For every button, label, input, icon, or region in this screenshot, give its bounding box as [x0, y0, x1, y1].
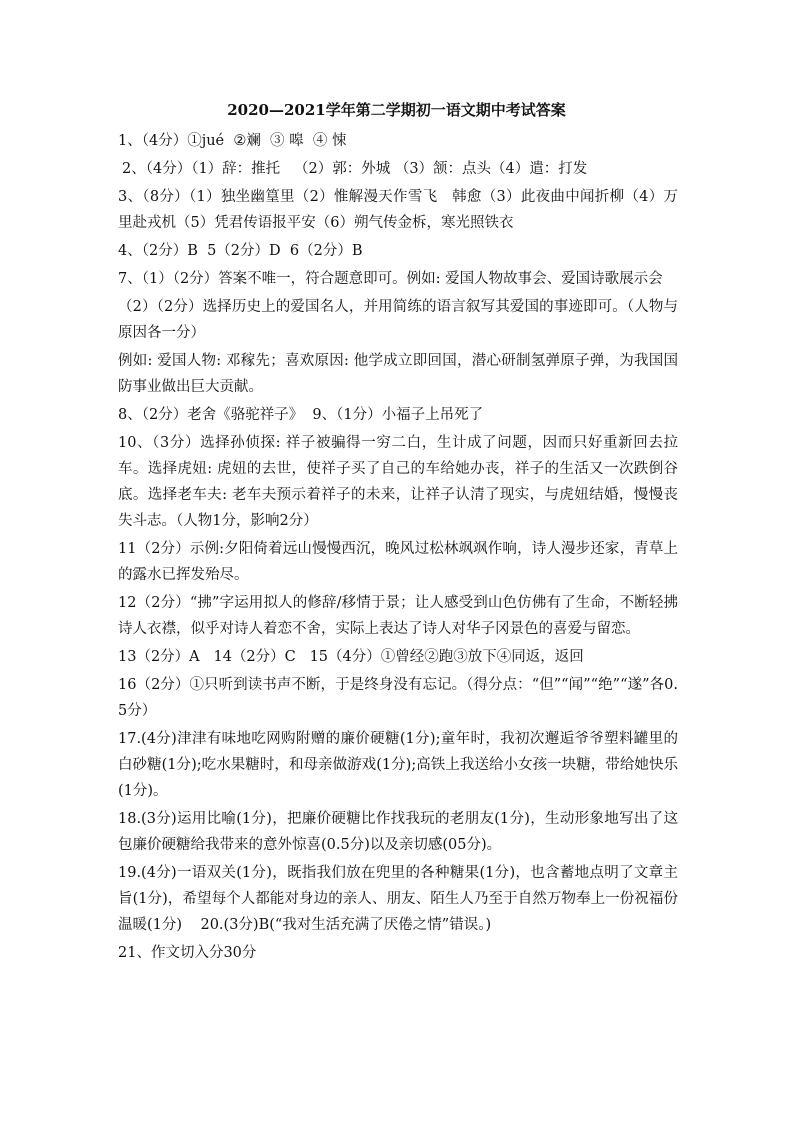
- answer-item: 12（2分）“拂”字运用拟人的修辞/移情于景；让人感受到山色仿佛有了生命，不断轻拂诗人衣襟，似乎对诗人着恋不舍，实际上表达了诗人对华子冈景色的喜爱与留恋。: [118, 595, 678, 637]
- answer-item: 10、（3分）选择孙侦探: 祥子被骗得一穷二白，生计成了问题，因而只好重新回去拉车。选择虎妞: 虎妞的去世，使祥子买了自己的车给她办丧，祥子的生活又一次跌倒谷底。选择老车夫: 老车夫预示着祥子的未来，让祥子认清了现实，与虎妞结婚，慢慢丧失斗志。（人物1分，影响2分）: [118, 435, 678, 529]
- answer-item: 4、（2分）B 5（2分）D 6（2分）B: [118, 243, 363, 259]
- answer-item: 1、（4分）①jué ②斓 ③ 嗥 ④ 悚: [118, 133, 347, 149]
- answer-item: 13（2分）A 14（2分）C 15（4分）①曾经②跑③放下④同返，返回: [118, 649, 584, 665]
- answer-item: 2、（4分）（1）辞：推托 （2）郭：外城 （3）颔：点头（4）遣：打发: [122, 161, 588, 177]
- answer-item: 16（2分）①只听到读书声不断，于是终身没有忘记。（得分点：“但”“闻”“绝”“遂”各0.5分）: [118, 677, 678, 719]
- answer-item: 18.(3分)运用比喻(1分)，把廉价硬糖比作找我玩的老朋友(1分)，生动形象地写出了这包廉价硬糖给我带来的意外惊喜(0.5分)以及亲切感(05分)。: [118, 811, 678, 853]
- answer-item: （2）（2分）选择历史上的爱国名人，并用简练的语言叙写其爱国的事迹即可。（人物与原因各一分）: [118, 299, 678, 341]
- answer-item: 8、（2分）老舍《骆驼祥子》 9、（1分）小福子上吊死了: [118, 407, 484, 423]
- document-title: 2020—2021学年第二学期初一语文期中考试答案: [227, 101, 566, 119]
- answer-list: [118, 128, 678, 966]
- answer-item: 3、（8分）（1）独坐幽篁里（2）惟解漫天作雪飞 韩愈（3）此夜曲中闻折柳（4）万里赴戎机（5）凭君传语报平安（6）朔气传金柝，寒光照铁衣: [118, 189, 678, 231]
- answer-item: 17.(4分)津津有味地吃网购附赠的廉价硬糖(1分);童年时，我初次邂逅爷爷塑料罐里的白砂糖(1分);吃水果糖时，和母亲做游戏(1分);高铁上我送给小女孩一块糖，带给她快乐(1分)。: [118, 731, 678, 799]
- answer-item: 7、（1）（2分）答案不唯一，符合题意即可。例如: 爱国人物故事会、爱国诗歌展示会: [118, 271, 663, 287]
- answer-item: 例如: 爱国人物: 邓稼先；喜欢原因: 他学成立即回国，潜心研制氢弹原子弹，为我国国防事业做出巨大贡献。: [118, 353, 678, 395]
- answer-item: 11（2分）示例:夕阳倚着远山慢慢西沉，晚风过松林飒飒作响，诗人漫步还家，青草上的露水已挥发殆尽。: [118, 541, 678, 583]
- answer-item: 21、作文切入分30分: [118, 945, 257, 961]
- answer-item: 19.(4分)一语双关(1分)，既指我们放在兜里的各种糖果(1分)，也含蓄地点明了文章主旨(1分)，希望每个人都能对身边的亲人、朋友、陌生人乃至于自然万物奉上一份祝福份温暖(1分) 20.(3分)B(“我对生活充满了厌倦之情”错误。): [118, 865, 678, 933]
